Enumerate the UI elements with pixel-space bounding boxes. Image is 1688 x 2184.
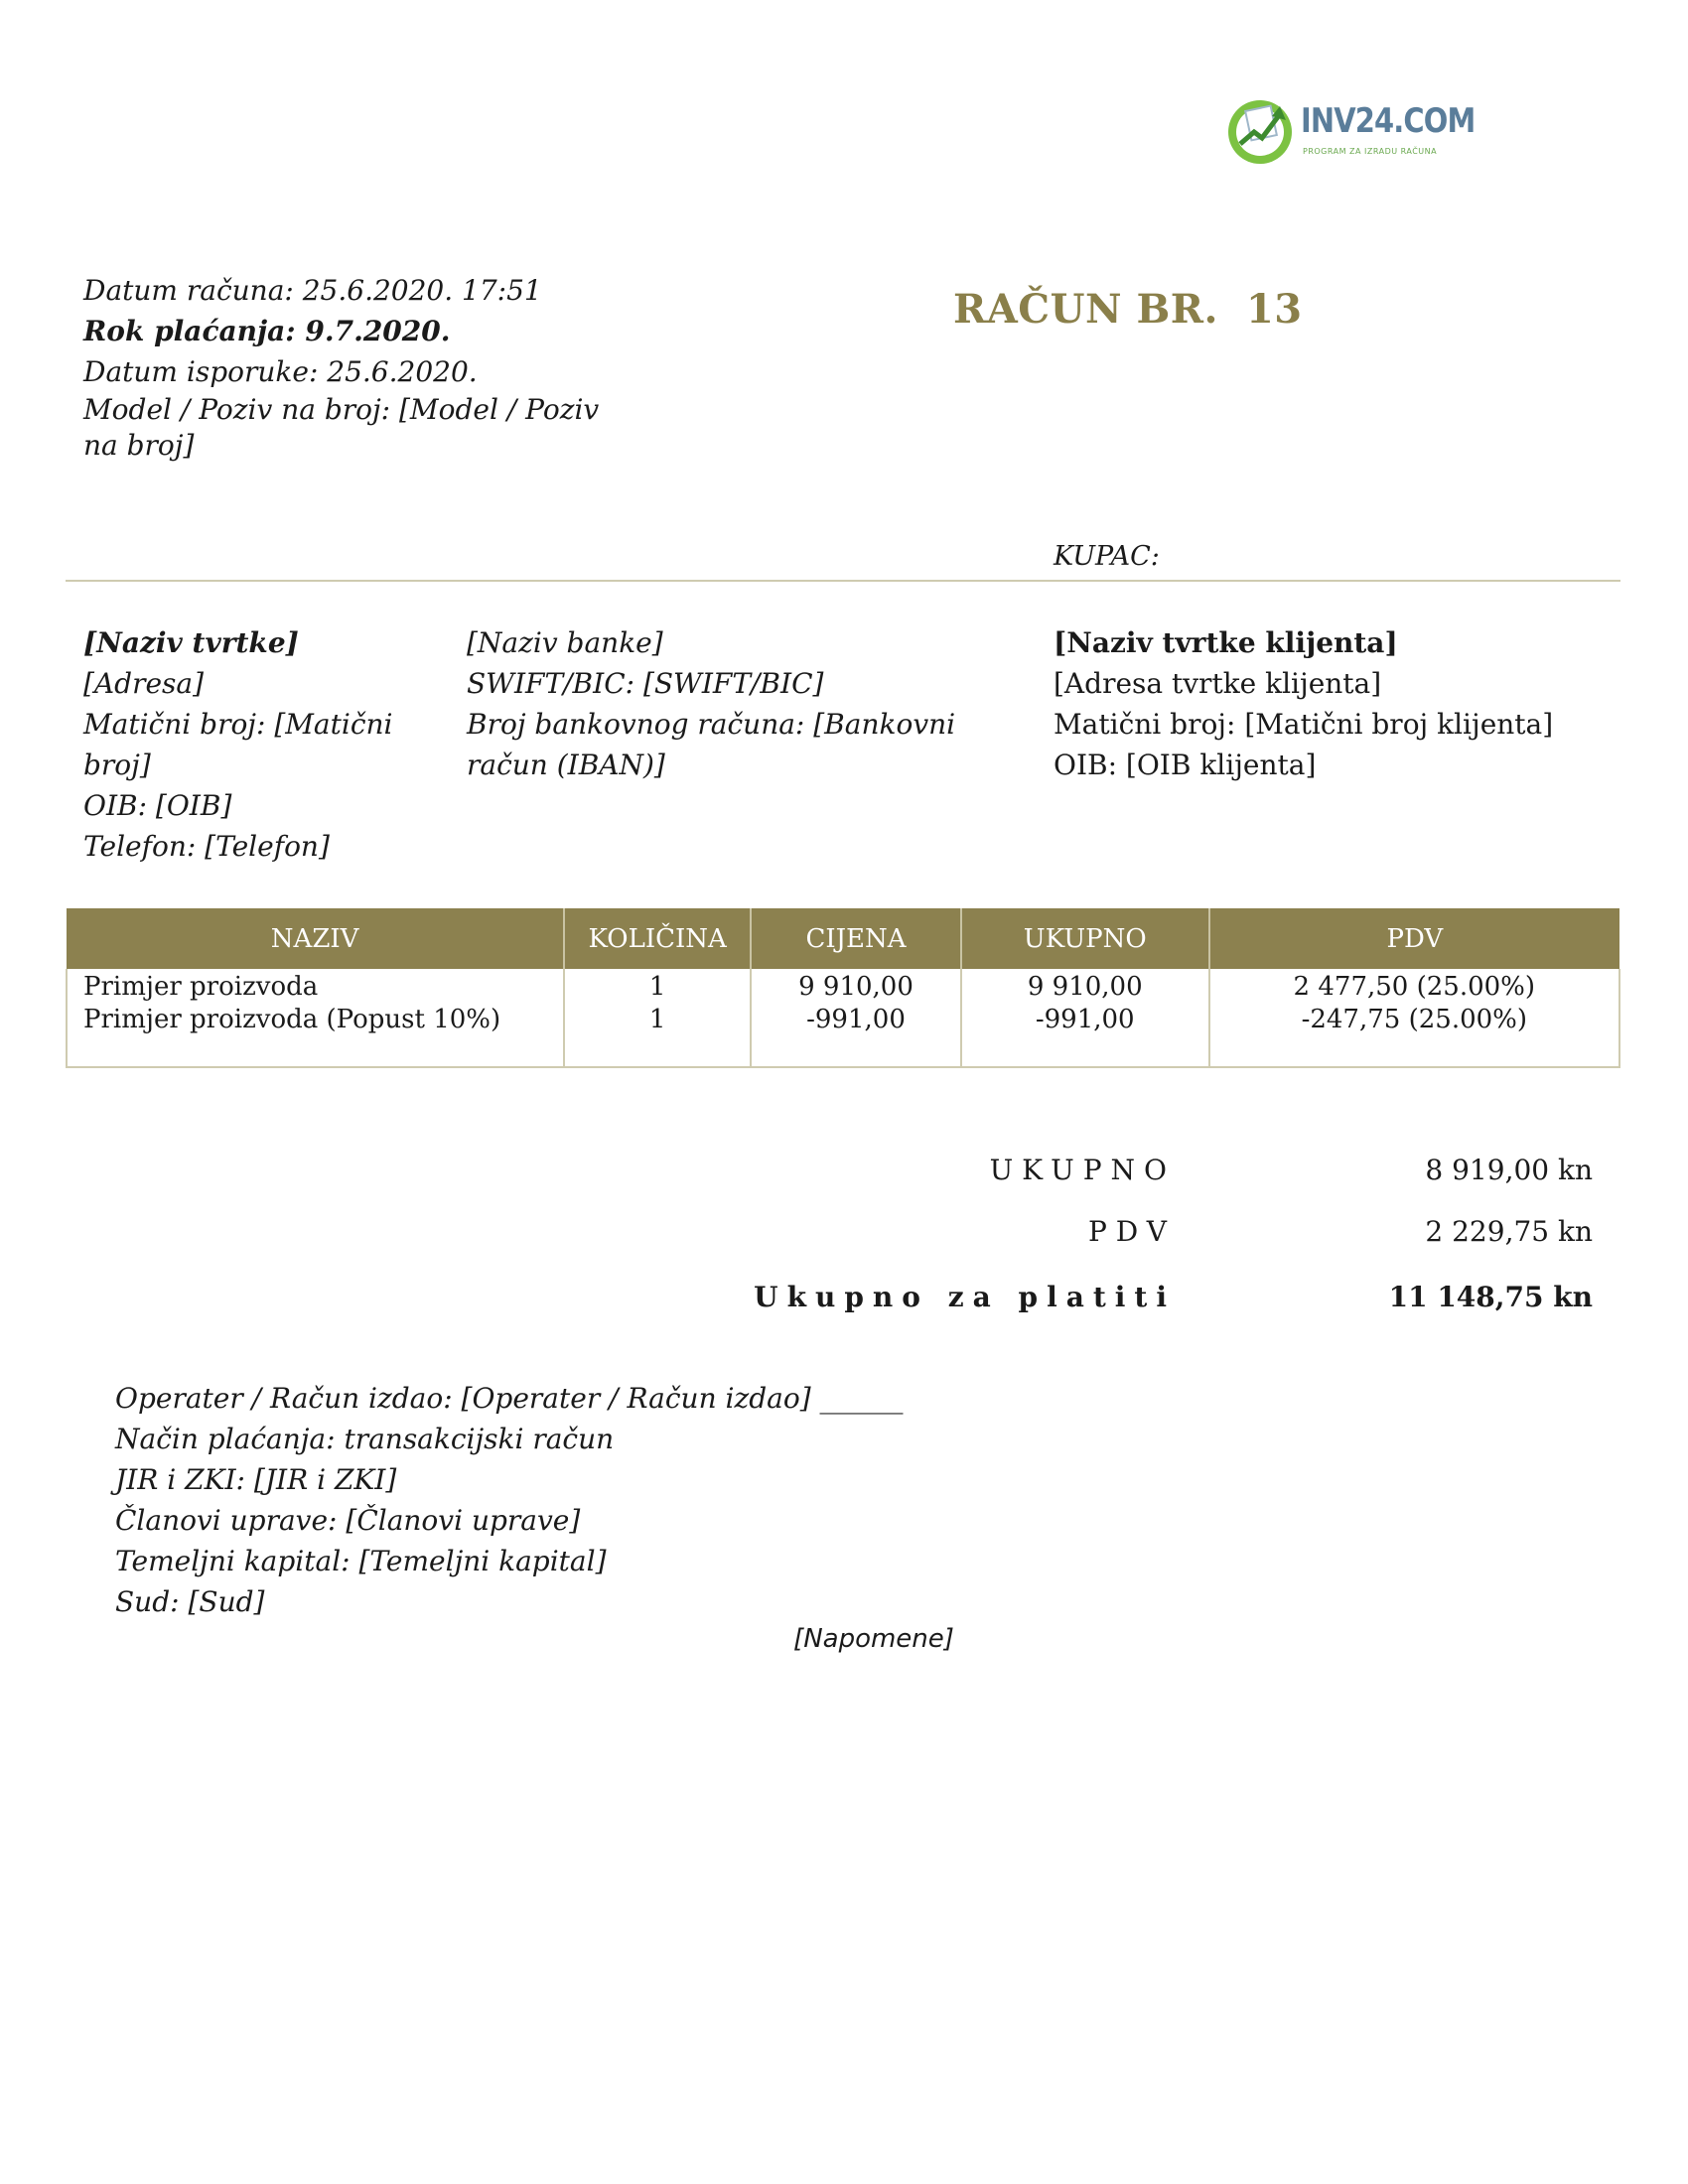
buyer-label: KUPAC: bbox=[1054, 541, 1160, 572]
item-price: 9 910,00 bbox=[798, 972, 914, 1002]
item-total: 9 910,00 bbox=[1027, 972, 1143, 1002]
jir-zki: JIR i ZKI: [JIR i ZKI] bbox=[115, 1463, 397, 1496]
bank-name: [Naziv banke] bbox=[467, 626, 663, 659]
item-total: -991,00 bbox=[1035, 1005, 1135, 1034]
operator-line: Operater / Račun izdao: [Operater / Račun izdao] ______ bbox=[115, 1382, 904, 1415]
invoice-footer bbox=[115, 1378, 1009, 1622]
header-divider bbox=[66, 580, 1620, 582]
client-name: [Naziv tvrtke klijenta] bbox=[1054, 626, 1398, 659]
seller-oib: OIB: [OIB] bbox=[83, 789, 232, 822]
bank-account-line1: Broj bankovnog računa: [Bankovni bbox=[467, 708, 956, 741]
vat-value: 2 229,75 kn bbox=[1425, 1215, 1593, 1248]
item-name: Primjer proizvoda bbox=[83, 972, 319, 1002]
item-vat: 2 477,50 (25.00%) bbox=[1293, 972, 1536, 1002]
subtotal-label: UKUPNO bbox=[989, 1154, 1176, 1186]
bank-info bbox=[467, 622, 963, 785]
seller-info bbox=[83, 622, 461, 867]
item-totals bbox=[961, 969, 1209, 1067]
item-quantities bbox=[564, 969, 751, 1067]
header-cijena: CIJENA bbox=[751, 908, 961, 969]
invoice-title-label: RAČUN BR. bbox=[953, 286, 1218, 333]
invoice-date: Datum računa: 25.6.2020. 17:51 bbox=[83, 274, 542, 307]
item-vat: -247,75 (25.00%) bbox=[1301, 1005, 1528, 1034]
brand-name: INV24.COM bbox=[1301, 101, 1476, 141]
item-price: -991,00 bbox=[806, 1005, 906, 1034]
payment-reference: Model / Poziv na broj: [Model / Poziv na broj] bbox=[83, 393, 600, 462]
payment-method: Način plaćanja: transakcijski račun bbox=[115, 1423, 615, 1455]
item-prices bbox=[751, 969, 961, 1067]
item-name: Primjer proizvoda (Popust 10%) bbox=[83, 1005, 501, 1034]
seller-reg-no: Matični broj: [Matični broj] bbox=[83, 708, 393, 781]
items-header-row bbox=[67, 908, 1619, 969]
court: Sud: [Sud] bbox=[115, 1585, 265, 1618]
bank-account-line2: račun (IBAN)] bbox=[467, 749, 665, 781]
share-capital: Temeljni kapital: [Temeljni kapital] bbox=[115, 1545, 607, 1577]
seller-address: [Adresa] bbox=[83, 667, 205, 700]
vat-label: PDV bbox=[1087, 1215, 1176, 1248]
due-date: Rok plaćanja: 9.7.2020. bbox=[83, 315, 451, 347]
delivery-date: Datum isporuke: 25.6.2020. bbox=[83, 355, 478, 388]
seller-phone: Telefon: [Telefon] bbox=[83, 830, 330, 863]
header-naziv: NAZIV bbox=[67, 908, 564, 969]
subtotal-value: 8 919,00 kn bbox=[1425, 1154, 1593, 1186]
grand-total-value: 11 148,75 kn bbox=[1388, 1281, 1593, 1313]
invoice-meta bbox=[83, 270, 600, 464]
item-qty: 1 bbox=[648, 1005, 666, 1034]
item-qty: 1 bbox=[648, 972, 666, 1002]
item-vats bbox=[1209, 969, 1619, 1067]
header-ukupno: UKUPNO bbox=[961, 908, 1209, 969]
item-names bbox=[67, 969, 564, 1067]
client-oib: OIB: [OIB klijenta] bbox=[1054, 749, 1317, 781]
items-table bbox=[66, 908, 1620, 1068]
invoice-title bbox=[953, 286, 1303, 333]
client-info bbox=[1054, 622, 1610, 785]
seller-name: [Naziv tvrtke] bbox=[83, 626, 299, 659]
invoice-number: 13 bbox=[1245, 286, 1303, 333]
grand-total-label: Ukupno za platiti bbox=[754, 1281, 1176, 1313]
header-pdv: PDV bbox=[1209, 908, 1619, 969]
notes: [Napomene] bbox=[793, 1624, 954, 1654]
bank-swift: SWIFT/BIC: [SWIFT/BIC] bbox=[467, 667, 824, 700]
brand-tagline: PROGRAM ZA IZRADU RAČUNA bbox=[1303, 147, 1438, 156]
client-reg-no: Matični broj: [Matični broj klijenta] bbox=[1054, 708, 1554, 741]
client-address: [Adresa tvrtke klijenta] bbox=[1054, 667, 1382, 700]
board-members: Članovi uprave: [Članovi uprave] bbox=[115, 1504, 581, 1537]
table-row bbox=[67, 969, 1619, 1067]
header-kolicina: KOLIČINA bbox=[564, 908, 751, 969]
